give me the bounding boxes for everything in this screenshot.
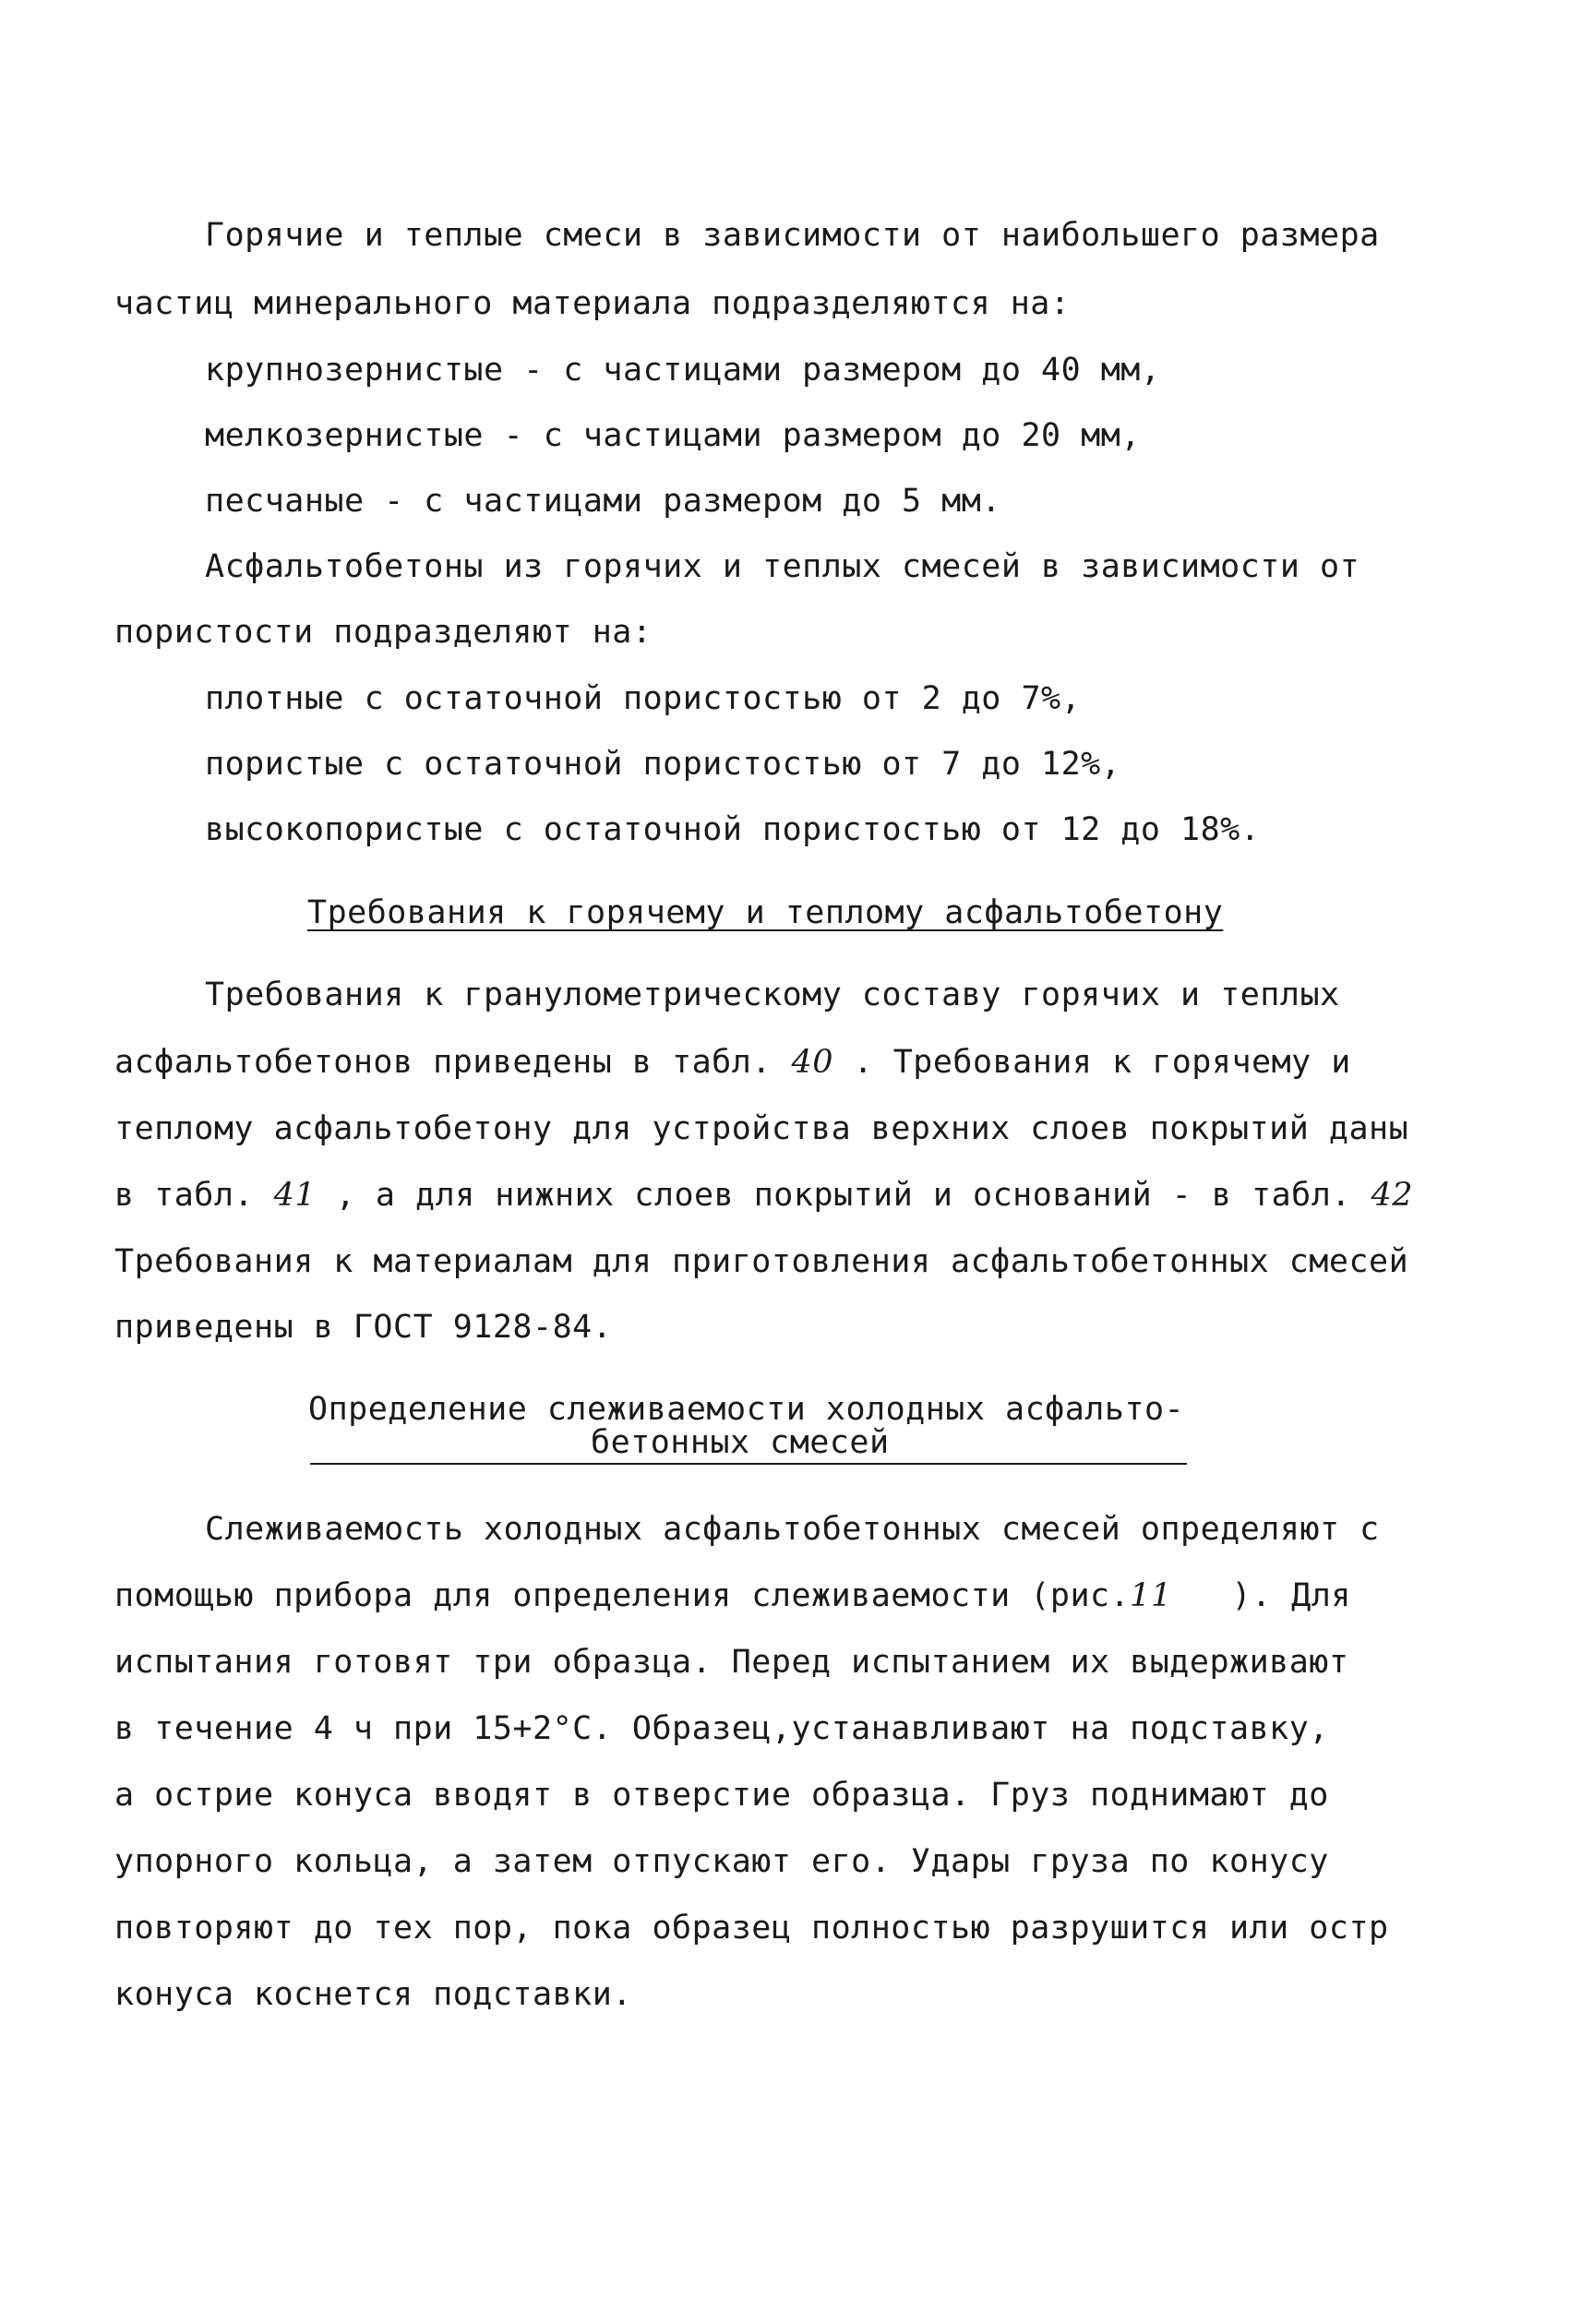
paragraph-line	[114, 1044, 1351, 1081]
heading-underline	[310, 1463, 1187, 1465]
text-run: , а для нижних слоев покрытий и оснований - в табл.	[335, 1177, 1351, 1214]
handwritten-figure-number: 11	[1130, 1577, 1172, 1614]
text-run: ). Для	[1231, 1577, 1351, 1614]
paragraph-line: Горячие и теплые смеси в зависимости от наибольшего размера	[205, 217, 1380, 254]
paragraph-line: а острие конуса вводят в отверстие образца. Груз поднимают до	[114, 1777, 1329, 1814]
list-item: крупнозернистые - с частицами размером до 40 мм,	[205, 352, 1161, 389]
text-run: в табл.	[114, 1177, 255, 1214]
section-heading: Определение слеживаемости холодных асфальто-	[308, 1391, 1185, 1428]
paragraph-line: повторяют до тех пор, пока образец полностью разрушится или остр	[114, 1910, 1389, 1947]
paragraph-line: приведены в ГОСТ 9128-84.	[114, 1309, 613, 1346]
paragraph-line: теплому асфальтобетону для устройства верхних слоев покрытий даны	[114, 1110, 1409, 1147]
list-item: мелкозернистые - с частицами размером до 20 мм,	[205, 417, 1141, 454]
list-item: плотные с остаточной пористостью от 2 до 7%,	[205, 680, 1082, 717]
text-run: помощью прибора для определения слеживаемости (рис.	[114, 1577, 1131, 1614]
paragraph-line: испытания готовят три образца. Перед испытанием их выдерживают	[114, 1644, 1349, 1681]
handwritten-table-number: 41	[273, 1177, 317, 1214]
list-item: высокопористые с остаточной пористостью от 12 до 18%.	[205, 811, 1261, 848]
paragraph-line: Слеживаемость холодных асфальтобетонных смесей определяют с	[205, 1511, 1380, 1548]
list-item: пористые с остаточной пористостью от 7 до 12%,	[205, 746, 1121, 783]
paragraph-line: Требования к материалам для приготовления асфальтобетонных смесей	[114, 1243, 1409, 1280]
text-run: . Требования к горячему и	[853, 1044, 1351, 1081]
paragraph-line: конуса коснется подставки.	[114, 1976, 632, 2013]
section-heading: бетонных смесей	[591, 1424, 890, 1461]
paragraph-line: в течение 4 ч при 15+2°С. Образец,устанавливают на подставку,	[114, 1710, 1329, 1747]
paragraph-line	[114, 1177, 1414, 1214]
paragraph-line: частиц минерального материала подразделяются на:	[114, 285, 1071, 322]
list-item: песчаные - с частицами размером до 5 мм.	[205, 483, 1001, 520]
paragraph-line	[114, 1577, 1351, 1614]
paragraph-line: Асфальтобетоны из горячих и теплых смесей в зависимости от	[205, 548, 1360, 585]
handwritten-table-number: 40	[791, 1044, 833, 1081]
text-run: асфальтобетонов приведены в табл.	[114, 1044, 772, 1081]
handwritten-table-number: 42	[1371, 1177, 1414, 1214]
paragraph-line: пористости подразделяют на:	[114, 614, 653, 651]
paragraph-line: упорного кольца, а затем отпускают его. Удары груза по конусу	[114, 1843, 1329, 1880]
section-heading: Требования к горячему и теплому асфальтобетону	[307, 894, 1224, 931]
paragraph-line: Требования к гранулометрическому составу горячих и теплых	[205, 976, 1340, 1013]
